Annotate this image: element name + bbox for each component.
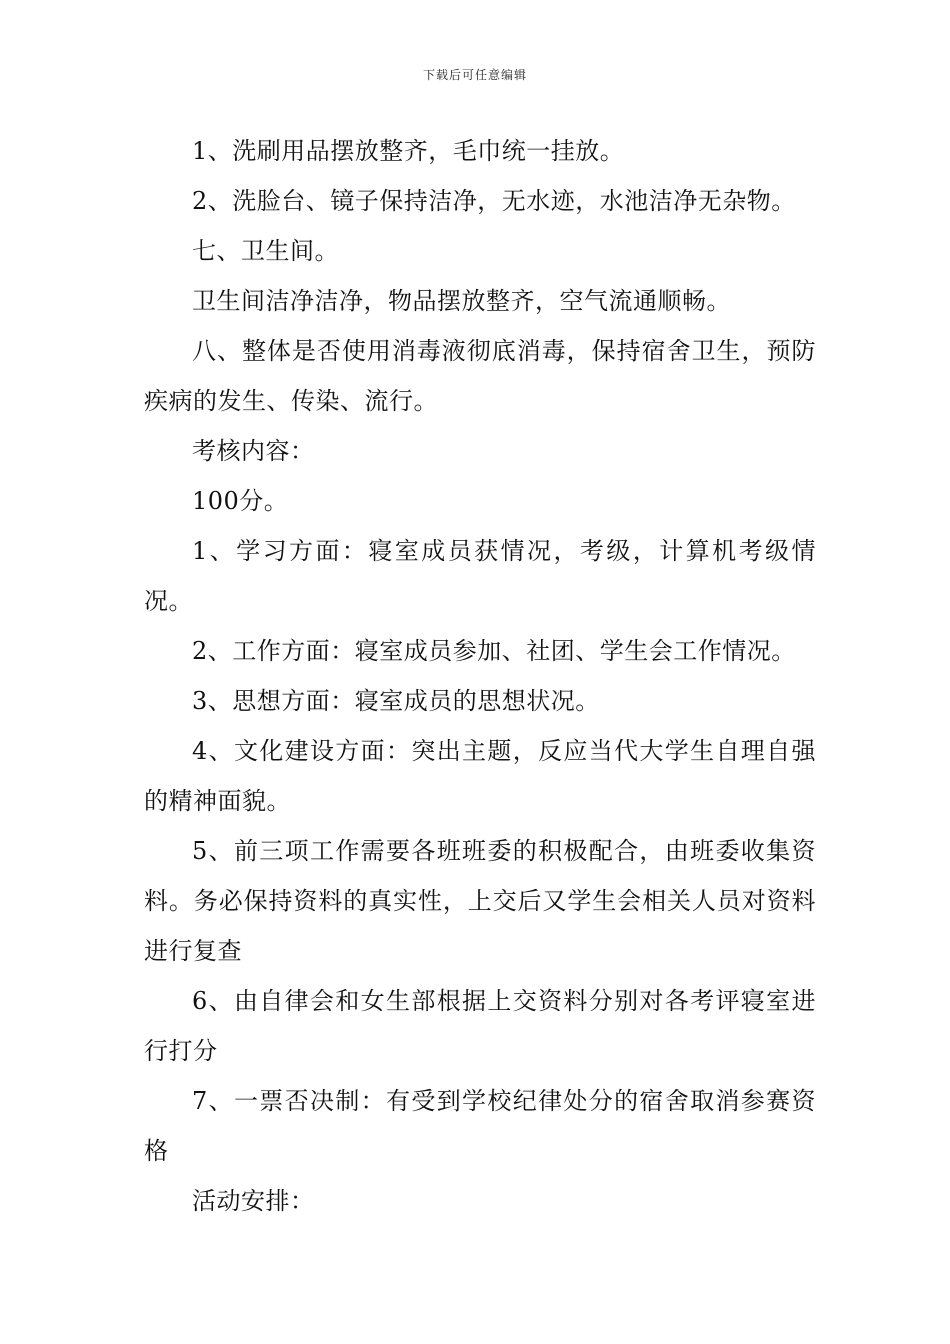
paragraph: 1、学习方面：寝室成员获情况，考级，计算机考级情况。	[144, 537, 816, 615]
paragraph: 7、一票否决制：有受到学校纪律处分的宿舍取消参赛资格	[144, 1087, 816, 1165]
paragraph: 1、洗刷用品摆放整齐，毛巾统一挂放。	[192, 137, 625, 165]
paragraph: 七、卫生间。	[192, 237, 339, 265]
paragraph: 2、工作方面：寝室成员参加、社团、学生会工作情况。	[192, 637, 796, 665]
page-header: 下载后可任意编辑	[422, 68, 527, 82]
paragraph: 活动安排：	[192, 1187, 315, 1215]
paragraph: 卫生间洁净洁净，物品摆放整齐，空气流通顺畅。	[192, 287, 731, 315]
paragraph: 5、前三项工作需要各班班委的积极配合，由班委收集资料。务必保持资料的真实性，上交后又学生会相关人员对资料进行复查	[144, 837, 816, 965]
paragraph: 八、整体是否使用消毒液彻底消毒，保持宿舍卫生，预防疾病的发生、传染、流行。	[144, 337, 816, 415]
document-body	[144, 126, 816, 1226]
paragraph: 6、由自律会和女生部根据上交资料分别对各考评寝室进行打分	[144, 987, 816, 1065]
paragraph: 2、洗脸台、镜子保持洁净，无水迹，水池洁净无杂物。	[192, 187, 796, 215]
paragraph: 4、文化建设方面：突出主题，反应当代大学生自理自强的精神面貌。	[144, 737, 816, 815]
paragraph: 3、思想方面：寝室成员的思想状况。	[192, 687, 600, 715]
paragraph: 考核内容：	[192, 437, 315, 465]
paragraph: 100分。	[192, 487, 289, 515]
